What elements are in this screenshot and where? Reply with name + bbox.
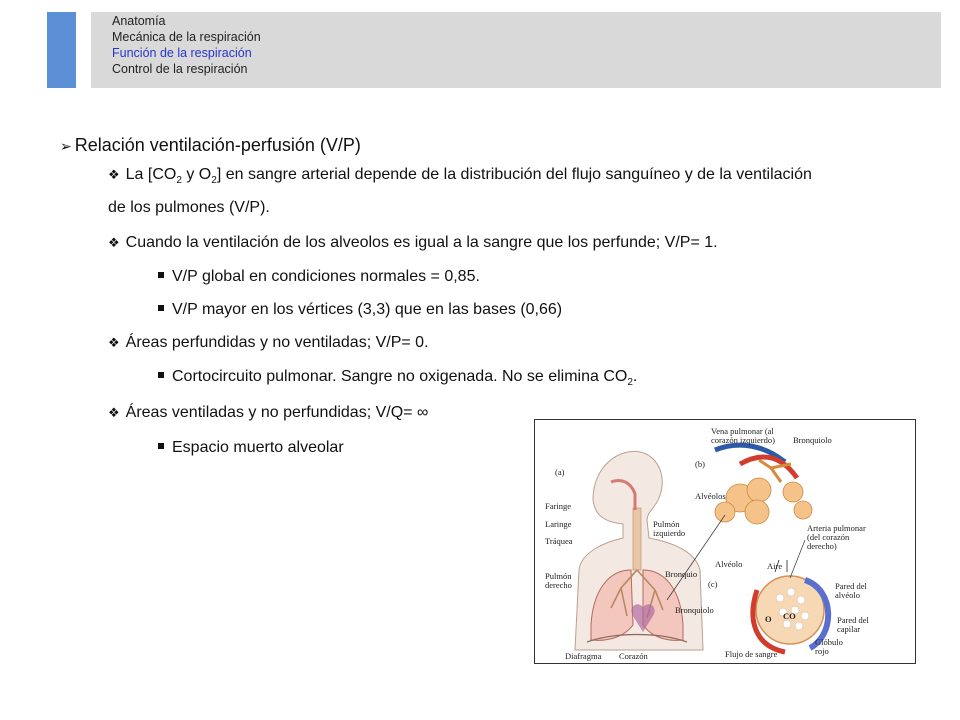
square-bullet-icon	[158, 372, 164, 378]
label-co2: CO	[783, 611, 796, 621]
header-accent-block	[47, 12, 76, 88]
label-faringe: Faringe	[545, 501, 571, 511]
label-b: (b)	[695, 459, 705, 469]
section-heading	[60, 134, 361, 157]
nav-item-funcion[interactable]: Función de la respiración	[112, 46, 252, 60]
diamond-bullet-icon: ❖	[108, 235, 120, 250]
bullet-vp-equal: ❖ Cuando la ventilación de los alveolos es igual a la sangre que los perfunde; V/P= 1.	[108, 234, 718, 251]
label-alveolos: Alvéolos	[695, 491, 726, 501]
heading-text: Relación ventilación-perfusión (V/P)	[74, 135, 361, 155]
square-bullet-icon	[158, 443, 164, 449]
sub-bullet-dead-space: Espacio muerto alveolar	[158, 438, 344, 458]
bullet-co2-o2: ❖ La [$CO_2$ y $O_2$] en sangre arterial depende de la distribución del flujo sanguíneo y de la ventilación	[108, 166, 812, 187]
label-bronquiolo: Bronquiolo	[675, 605, 714, 615]
bullet-ventilated-not-perfused: ❖ Áreas ventiladas y no perfundidas; V/Q= ∞	[108, 404, 429, 421]
label-alveolo: Alvéolo	[715, 559, 743, 569]
label-c: (c)	[708, 579, 718, 589]
label-pared-capilar: Pared del capilar	[837, 615, 869, 634]
label-flujo-sangre: Flujo de sangre	[725, 649, 778, 659]
label-corazon: Corazón	[619, 651, 648, 661]
label-diafragma: Diafragma	[565, 651, 602, 661]
label-laringe: Laringe	[545, 519, 572, 529]
square-bullet-icon	[158, 305, 164, 311]
label-arteria-pulmonar: Arteria pulmonar (del corazón derecho)	[807, 523, 866, 551]
bullet-co2-o2-continuation: de los pulmones (V/P).	[108, 199, 270, 216]
label-pulmon-derecho: Pulmón derecho	[545, 571, 572, 590]
arrow-bullet-icon: ➢	[60, 138, 72, 154]
respiratory-system-figure	[534, 419, 916, 664]
label-vena-pulmonar: Vena pulmonar (al corazón izquierdo)	[711, 426, 775, 445]
nav-item-anatomia[interactable]: Anatomía	[112, 14, 166, 28]
sub-bullet-shunt: Cortocircuito pulmonar. Sangre no oxigenada. No se elimina $CO_2$.	[158, 367, 637, 393]
label-pulmon-izquierdo: Pulmón izquierdo	[653, 519, 686, 538]
diamond-bullet-icon: ❖	[108, 405, 120, 420]
sub-bullet-vertices: V/P mayor en los vértices (3,3) que en las bases (0,66)	[158, 300, 562, 320]
label-bronquiolo-top: Bronquiolo	[793, 435, 832, 445]
topic-navigation	[112, 13, 261, 77]
label-globulo-rojo: Glóbulo rojo	[815, 637, 843, 656]
label-o2: O	[765, 614, 772, 624]
diamond-bullet-icon: ❖	[108, 335, 120, 350]
label-bronquio: Bronquio	[665, 569, 698, 579]
square-bullet-icon	[158, 272, 164, 278]
label-pared-alveolo: Pared del alvéolo	[835, 581, 867, 600]
sub-bullet-global: V/P global en condiciones normales = 0,85.	[158, 267, 480, 287]
diamond-bullet-icon: ❖	[108, 167, 120, 182]
label-aire: Aire	[767, 561, 783, 571]
label-traquea: Tráquea	[545, 536, 573, 546]
nav-item-control[interactable]: Control de la respiración	[112, 62, 248, 76]
nav-item-mecanica[interactable]: Mecánica de la respiración	[112, 30, 261, 44]
label-a: (a)	[555, 467, 565, 477]
bullet-perfused-not-ventilated: ❖ Áreas perfundidas y no ventiladas; V/P= 0.	[108, 334, 429, 351]
